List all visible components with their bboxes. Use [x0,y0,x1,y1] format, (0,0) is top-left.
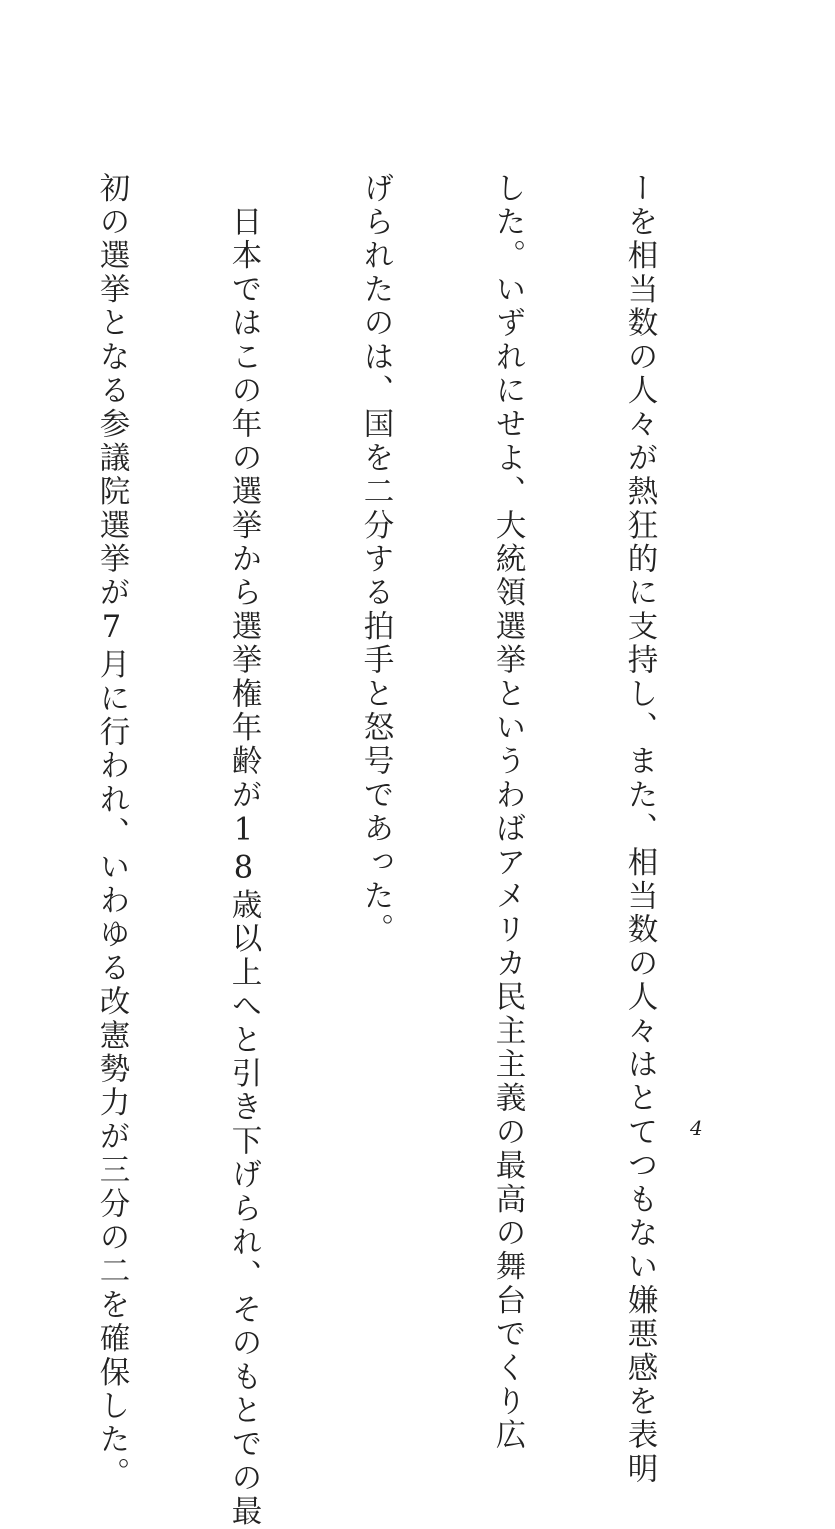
text-line: ーを相当数の人々が熱狂的に支持し、また、相当数の人々はとてつもない嫌悪感を表明 [622,172,657,1487]
text-line: 初の選挙となる参議院選挙が7月に行われ、いわゆる改憲勢力が三分の二を確保した。 [94,172,129,1491]
text-line: げられたのは、国を二分する拍手と怒号であった。 [358,172,393,948]
text-line: 日本ではこの年の選挙から選挙権年齢が18歳以上へと引き下げられ、そのもとでの最 [226,172,261,1529]
text-line: した。いずれにせよ、大統領選挙というわばアメリカ民主主義の最高の舞台でくり広 [490,172,525,1453]
page-number: 4 [690,1116,703,1140]
text-line [0,172,1,1272]
body-text [0,172,749,1529]
